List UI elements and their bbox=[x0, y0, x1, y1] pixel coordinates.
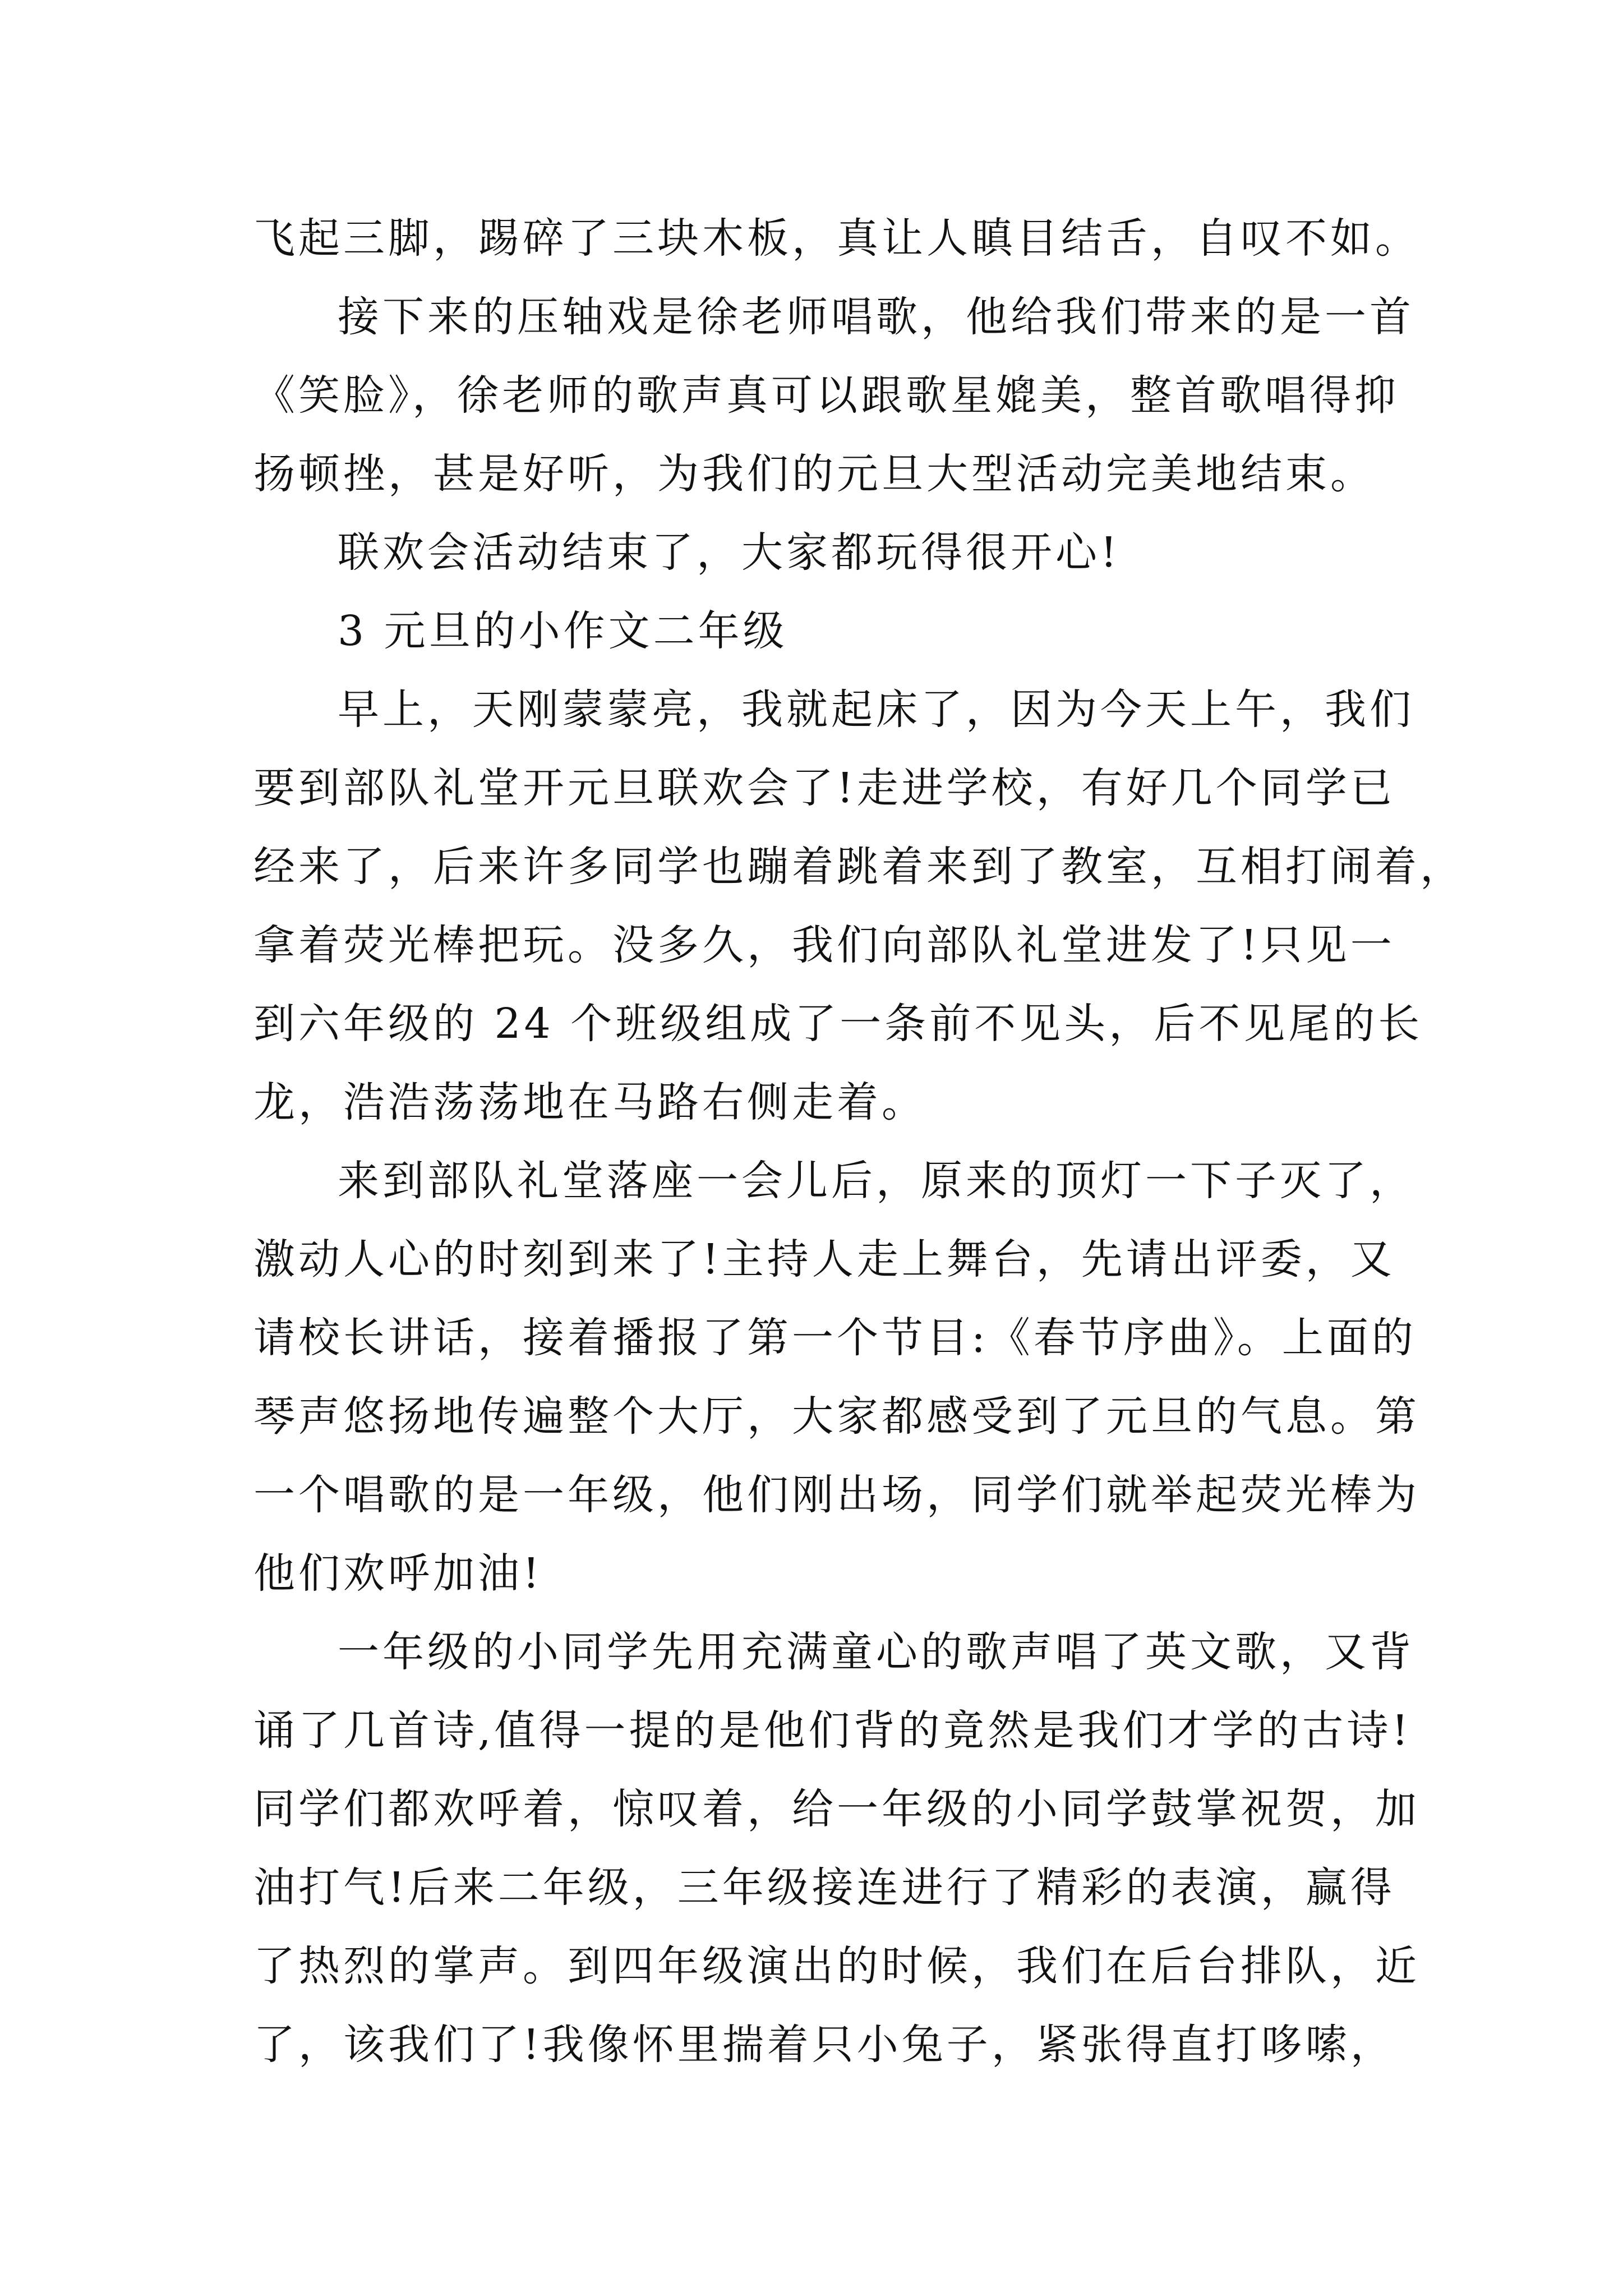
text-line: 拿着荧光棒把玩。没多久，我们向部队礼堂进发了!只见一 bbox=[253, 921, 1395, 969]
paragraph-start-line: 早上，天刚蒙蒙亮，我就起床了，因为今天上午，我们 bbox=[338, 685, 1414, 734]
text-line: 油打气!后来二年级，三年级接连进行了精彩的表演，赢得 bbox=[253, 1864, 1395, 1912]
paragraph-start-line: 来到部队礼堂落座一会儿后，原来的顶灯一下子灭了， bbox=[338, 1157, 1414, 1205]
text-line: 同学们都欢呼着，惊叹着，给一年级的小同学鼓掌祝贺，加 bbox=[253, 1785, 1420, 1833]
text-line: 要到部队礼堂开元旦联欢会了!走进学校，有好几个同学已 bbox=[253, 764, 1395, 812]
paragraph-start-line: 接下来的压轴戏是徐老师唱歌，他给我们带来的是一首 bbox=[338, 293, 1414, 341]
text-line: 请校长讲话，接着播报了第一个节目:《春节序曲》。上面的 bbox=[253, 1314, 1417, 1362]
text-line: 了热烈的掌声。到四年级演出的时候，我们在后台排队，近 bbox=[253, 1942, 1420, 1990]
text-line: 激动人心的时刻到来了!主持人走上舞台，先请出评委，又 bbox=[253, 1235, 1395, 1283]
text-line: 《笑脸》，徐老师的歌声真可以跟歌星媲美，整首歌唱得抑 bbox=[253, 371, 1399, 420]
text-line: 飞起三脚，踢碎了三块木板，真让人瞋目结舌，自叹不如。 bbox=[253, 214, 1420, 263]
text-line: 诵了几首诗,值得一提的是他们背的竟然是我们才学的古诗! bbox=[253, 1706, 1412, 1755]
text-line: 经来了，后来许多同学也蹦着跳着来到了教室，互相打闹着， bbox=[253, 843, 1465, 891]
paragraph-start-line: 联欢会活动结束了，大家都玩得很开心! bbox=[338, 528, 1121, 577]
text-line: 了，该我们了!我像怀里揣着只小兔子，紧张得直打哆嗦， bbox=[253, 2021, 1395, 2069]
text-line: 扬顿挫，甚是好听，为我们的元旦大型活动完美地结束。 bbox=[253, 450, 1375, 498]
text-line: 到六年级的 24 个班级组成了一条前不见头，后不见尾的长 bbox=[253, 1000, 1423, 1048]
text-line: 一个唱歌的是一年级，他们刚出场，同学们就举起荧光棒为 bbox=[253, 1471, 1420, 1519]
section-heading: 3 元旦的小作文二年级 bbox=[338, 607, 788, 655]
text-line: 他们欢呼加油! bbox=[253, 1549, 543, 1598]
text-line: 龙，浩浩荡荡地在马路右侧走着。 bbox=[253, 1078, 926, 1126]
text-line: 琴声悠扬地传遍整个大厅，大家都感受到了元旦的气息。第 bbox=[253, 1392, 1420, 1441]
paragraph-start-line: 一年级的小同学先用充满童心的歌声唱了英文歌，又背 bbox=[338, 1628, 1414, 1676]
